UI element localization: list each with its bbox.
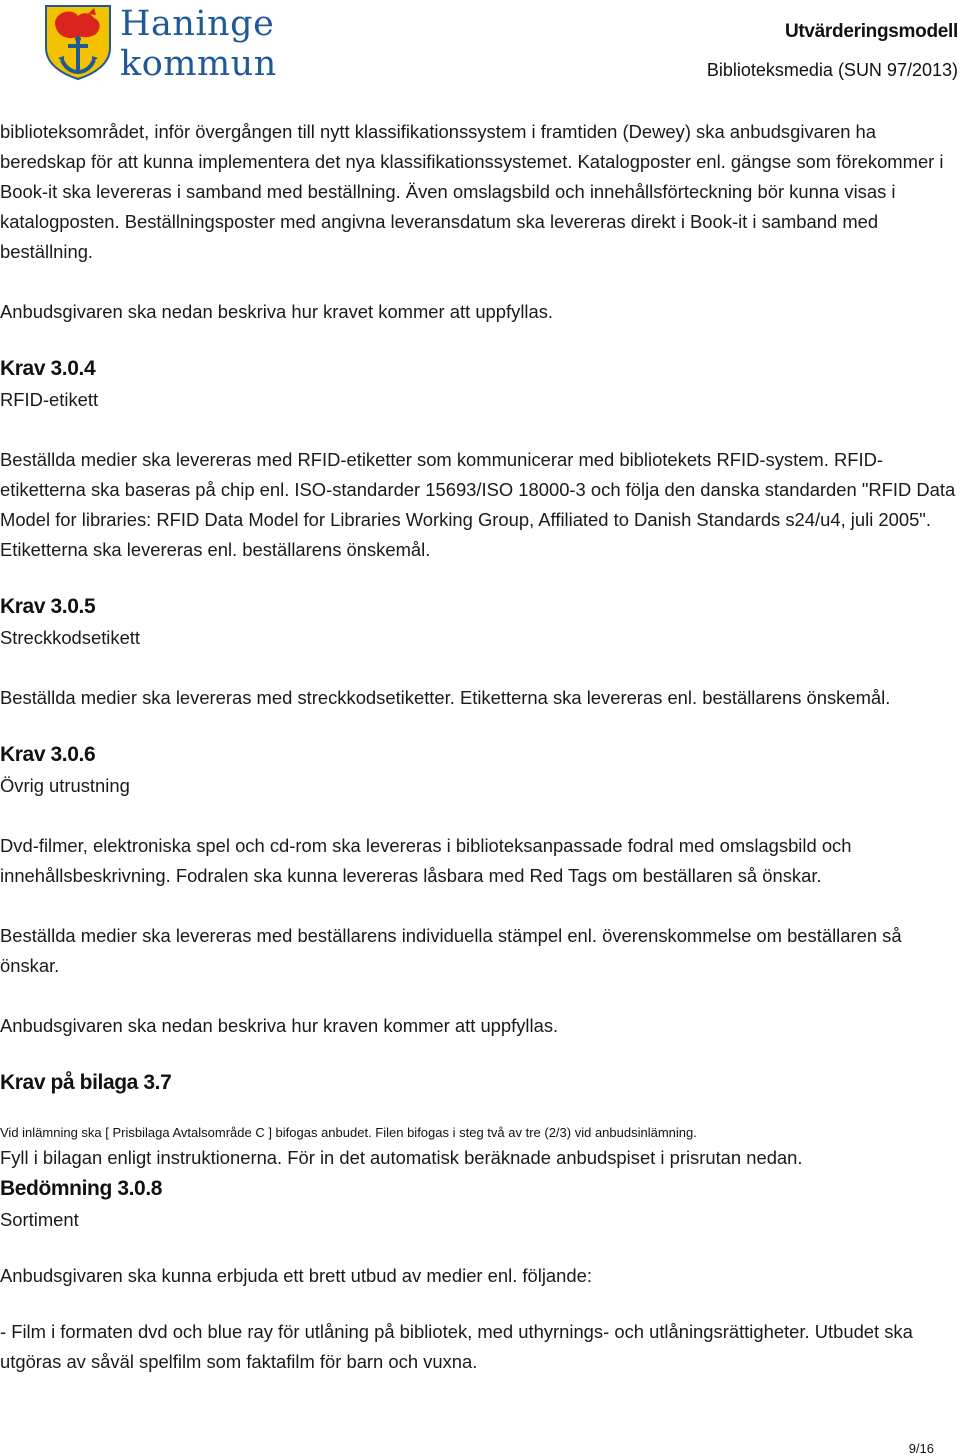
krav-bilaga-heading: Krav på bilaga 3.7 <box>0 1071 172 1094</box>
page-number: 9/16 <box>908 1441 934 1456</box>
document-subtitle: Biblioteksmedia (SUN 97/2013) <box>706 60 958 80</box>
document-title: Utvärderingsmodell <box>784 21 958 42</box>
krav-304-heading: Krav 3.0.4 <box>0 357 96 380</box>
bedomning-308-bullet: - Film i formaten dvd och blue ray för utlåning på bibliotek, med uthyrnings- och utlåningsrättigheter. Utbudet ska utgöras av såväl spelfilm som faktafilm för barn och vuxna. <box>0 1321 913 1372</box>
bedomning-308-paragraph: Anbudsgivaren ska kunna erbjuda ett brett utbud av medier enl. följande: <box>0 1265 592 1286</box>
krav-bilaga-note: Vid inlämning ska [ Prisbilaga Avtalsområde C ] bifogas anbudet. Filen bifogas i steg två av tre (2/3) vid anbudsinlämning. <box>0 1125 697 1140</box>
bedomning-308-heading: Bedömning 3.0.8 <box>0 1177 163 1200</box>
haninge-coat-of-arms-icon <box>44 4 112 80</box>
page-header <box>0 0 960 96</box>
krav-306-paragraph: Dvd-filmer, elektroniska spel och cd-rom ska levereras i biblioteksanpassade fodral med omslagsbild och innehållsbeskrivning. Fodralen ska kunna levereras låsbara med Red Tags om beställaren så önskar. <box>0 835 852 886</box>
logo-wordmark-line1: Haninge <box>120 4 275 44</box>
haninge-logo <box>44 4 289 84</box>
krav-306-describe-text: Anbudsgivaren ska nedan beskriva hur kraven kommer att uppfyllas. <box>0 1015 559 1036</box>
logo-wordmark-line2: kommun <box>120 44 277 84</box>
krav-305-subheading: Streckkodsetikett <box>0 627 141 648</box>
krav-304-paragraph-2: Etiketterna ska levereras enl. beställarens önskemål. <box>0 539 431 560</box>
krav-306-paragraph-2: Beställda medier ska levereras med beställarens individuella stämpel enl. överenskommelse om beställaren så önskar. <box>0 925 902 976</box>
page-content <box>0 117 960 1377</box>
intro-paragraph: biblioteksområdet, inför övergången till nytt klassifikationssystem i framtiden (Dewey) ska anbudsgivaren ha beredskap för att kunna implementera det nya klassifikationssystemet. Katalogposter enl. gängse som förekommer i Book-it ska levereras i samband med beställning. Även omslagsbild och innehållsförteckning bör kunna visas i katalogposten. Beställningsposter med angivna leveransdatum ska levereras direkt i Book-it i samband med beställning. <box>0 121 944 262</box>
krav-306-heading: Krav 3.0.6 <box>0 743 96 766</box>
describe-requirement-text: Anbudsgivaren ska nedan beskriva hur kravet kommer att uppfyllas. <box>0 301 554 322</box>
krav-304-subheading: RFID-etikett <box>0 389 99 410</box>
bedomning-308-subheading: Sortiment <box>0 1209 79 1230</box>
krav-305-heading: Krav 3.0.5 <box>0 595 96 618</box>
krav-305-paragraph: Beställda medier ska levereras med streckkodsetiketter. Etiketterna ska levereras enl. beställarens önskemål. <box>0 687 891 708</box>
krav-306-subheading: Övrig utrustning <box>0 775 130 796</box>
krav-bilaga-instruction: Fyll i bilagan enligt instruktionerna. För in det automatisk beräknade anbudspiset i prisrutan nedan. <box>0 1147 803 1168</box>
krav-304-paragraph: Beställda medier ska levereras med RFID-etiketter som kommunicerar med bibliotekets RFID-system. RFID-etiketterna ska baseras på chip enl. ISO-standarder 15693/ISO 18000-3 och följa den danska standarden "RFID Data Model for libraries: RFID Data Model for Libraries Working Group, Affiliated to Danish Standards s24/u4, juli 2005". <box>0 449 956 530</box>
